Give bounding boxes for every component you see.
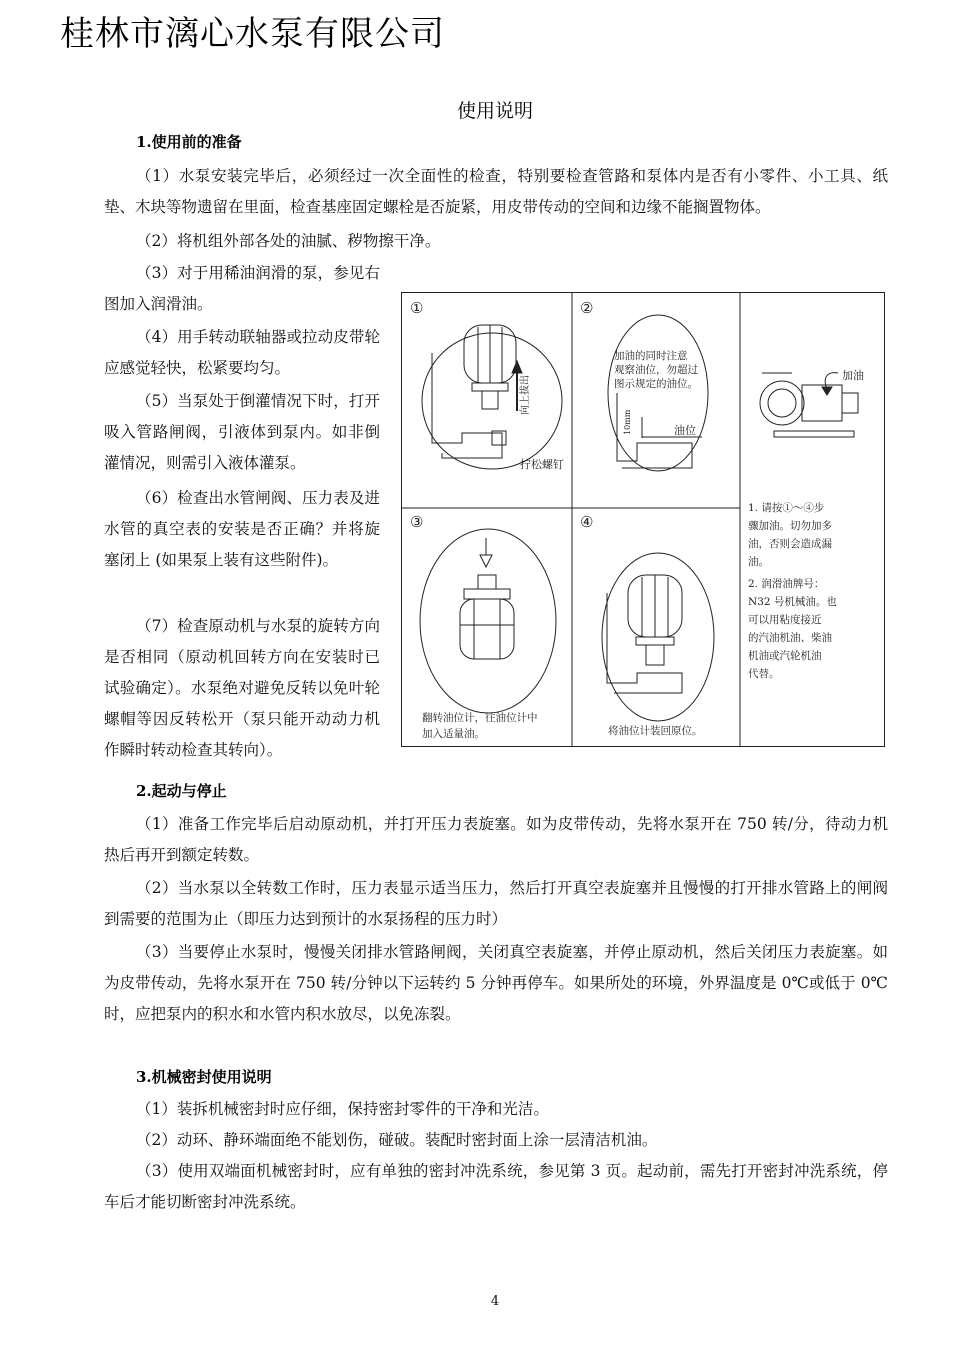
add-oil-label: 加油 (842, 369, 864, 382)
note-line: 油。 (748, 556, 769, 568)
note-line: 油，否则会造成漏 (748, 538, 832, 550)
note-line: 图示规定的油位。 (614, 378, 698, 390)
paragraph: （2）将机组外部各处的油腻、秽物擦干净。 (136, 232, 441, 250)
note-line: 1. 请按①～④步 (748, 502, 825, 514)
pump-icon (760, 373, 858, 437)
oil-filling-figure (401, 292, 885, 747)
oil-cup-icon (464, 325, 516, 409)
step-number: ① (410, 299, 424, 317)
note-line: 机油或汽轮机油 (748, 650, 822, 662)
svg-text:翻转油位计，往油位计中 加入适量油。 (422, 711, 541, 740)
upward-label: 向上拔出 (520, 375, 531, 415)
note-line: 可以用粘度接近 (748, 614, 822, 626)
note-line: 2. 润滑油牌号： (748, 578, 825, 590)
step-number: ④ (580, 513, 594, 531)
section-heading-mechanical-seal: 3.机械密封使用说明 (136, 1068, 272, 1086)
caption-line: 加入适量油。 (422, 728, 485, 740)
paragraph: （2）动环、静环端面绝不能划伤，碰破。装配时密封面上涂一层清洁机油。 (136, 1131, 658, 1149)
caption-line: 将油位计装回原位。 (608, 725, 703, 737)
paragraph: （1）准备工作完毕后启动原动机，并打开压力表旋塞。如为皮带传动，先将水泵开在 750 转/分，待动力机热后再开到额定转数。 (104, 815, 888, 864)
caption-line: 翻转油位计，往油位计中 (422, 712, 538, 724)
section-heading-start-stop: 2.起动与停止 (136, 782, 227, 800)
paragraph: （2）当水泵以全转数工作时，压力表显示适当压力，然后打开真空表旋塞并且慢慢的打开排水管路上的闸阀到需要的范围为止（即压力达到预计的水泵扬程的压力时） (104, 879, 888, 928)
note-line: 骤加油。切勿加多 (748, 520, 832, 532)
oil-level-label: 油位 (674, 424, 696, 437)
page-number: 4 (490, 1294, 500, 1309)
mm-label: 10mm (623, 409, 632, 435)
paragraph: （1）装拆机械密封时应仔细，保持密封零件的干净和光洁。 (136, 1100, 549, 1118)
loosen-screw-label: 拧松螺钉 (520, 458, 564, 471)
section-heading-preparation: 1.使用前的准备 (136, 133, 242, 151)
note-line: N32 号机械油。也 (748, 596, 837, 608)
paragraph: （4）用手转动联轴器或拉动皮带轮应感觉轻快，松紧要均匀。 (104, 328, 380, 377)
paragraph: （1）水泵安装完毕后，必须经过一次全面性的检查，特别要检查管路和泵体内是否有小零件、小工具、纸垫、木块等物遗留在里面，检查基座固定螺栓是否旋紧，用皮带传动的空间和边缘不能搁置物体。 (104, 167, 888, 216)
paragraph: （3）对于用稀油润滑的泵，参见右图加入润滑油。 (104, 264, 380, 313)
svg-text:加油的同时注意 观察油位，勿超过 图 (614, 349, 701, 390)
note-line: 代替。 (748, 668, 780, 680)
company-name: 桂林市漓心水泵有限公司 (60, 14, 445, 54)
paragraph: （3）使用双端面机械密封时，应有单独的密封冲洗系统，参见第 3 页。起动前，需先打开密封冲洗系统，停车后才能切断密封冲洗系统。 (104, 1162, 888, 1211)
paragraph: （7）检查原动机与水泵的旋转方向是否相同（原动机回转方向在安装时已试验确定）。水泵绝对避免反转以免叶轮螺帽等因反转松开（泵只能开动动力机作瞬时转动检查其转向）。 (104, 617, 380, 759)
oil-gauge-icon (460, 575, 514, 659)
paragraph: （6）检查出水管闸阀、压力表及进水管的真空表的安装是否正确？并将旋塞闭上 (如果泵上装有这些附件)。 (104, 489, 380, 569)
paragraph: （5）当泵处于倒灌情况下时，打开吸入管路闸阀，引液体到泵内。如非倒灌情况，则需引入液体灌泵。 (104, 392, 380, 472)
note-line: 的汽油机油、柴油 (748, 632, 832, 644)
paragraph: （3）当要停止水泵时，慢慢关闭排水管路闸阀，关闭真空表旋塞，并停止原动机，然后关闭压力表旋塞。如为皮带传动，先将水泵开在 750 转/分钟以下运转约 5 分钟再停车。如果所处的环境，外界温度是 0℃或低于 0℃时，应把泵内的积水和水管内积水放尽，以免冻裂。 (104, 943, 888, 1023)
svg-text:1. 请按①～④步 骤加油。切勿加多 (748, 501, 840, 680)
note-line: 加油的同时注意 (614, 350, 688, 362)
page-title: 使用说明 (456, 100, 533, 122)
oil-cup-icon (628, 575, 682, 665)
note-line: 观察油位，勿超过 (614, 364, 698, 376)
step-number: ② (580, 299, 594, 317)
step-number: ③ (410, 513, 424, 531)
